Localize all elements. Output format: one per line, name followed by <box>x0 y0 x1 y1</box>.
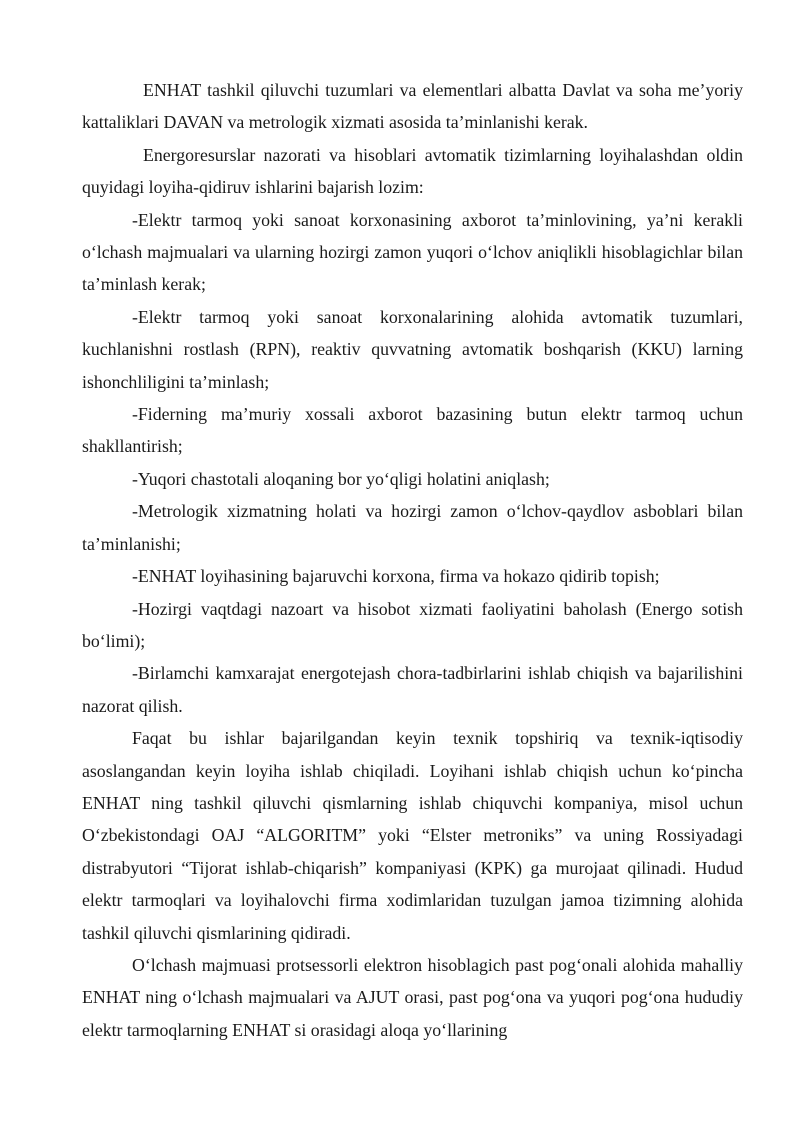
paragraph-6: -Yuqori chastotali aloqaning bor yo‘qligi holatini aniqlash; <box>132 468 550 489</box>
document-body <box>82 74 743 1046</box>
paragraph-7: -Metrologik xizmatning holati va hozirgi zamon o‘lchov-qaydlov asboblari bilan ta’minlanishi; <box>82 501 743 554</box>
paragraph-9: -Hozirgi vaqtdagi nazoart va hisobot xizmati faoliyatini baholash (Energo sotish bo‘limi); <box>82 598 743 651</box>
paragraph-12: O‘lchash majmuasi protsessorli elektron hisoblagich past pog‘onali alohida mahalliy ENHAT ning o‘lchash majmualari va AJUT orasi, past pog‘ona va yuqori pog‘ona hududiy elektr tarmoqlarning ENHAT si orasidagi aloqa yo‘llarining <box>82 954 743 1040</box>
paragraph-4: -Elektr tarmoq yoki sanoat korxonalarining alohida avtomatik tuzumlari, kuchlanishni rostlash (RPN), reaktiv quvvatning avtomatik boshqarish (KKU) larning ishonchliligini ta’minlash; <box>82 306 743 392</box>
paragraph-3: -Elektr tarmoq yoki sanoat korxonasining axborot ta’minlovining, ya’ni kerakli o‘lchash majmualari va ularning hozirgi zamon yuqori o‘lchov aniqlikli hisoblagichlar bilan ta’minlash kerak; <box>82 209 743 295</box>
paragraph-11: Faqat bu ishlar bajarilgandan keyin texnik topshiriq va texnik-iqtisodiy asoslangandan keyin loyiha ishlab chiqiladi. Loyihani ishlab chiqish uchun ko‘pincha ENHAT ning tashkil qiluvchi qismlarning ishlab chiquvchi kompaniya, misol uchun O‘zbekistondagi OAJ “ALGORITM” yoki “Elster metroniks” va uning Rossiyadagi distrabyutori “Tijorat ishlab-chiqarish” kompaniyasi (KPK) ga murojaat qilinadi. Hudud elektr tarmoqlari va loyihalovchi firma xodimlaridan tuzulgan jamoa tizimning alohida tashkil qiluvchi qismlarining qidiradi. <box>82 728 743 943</box>
paragraph-8: -ENHAT loyihasining bajaruvchi korxona, firma va hokazo qidirib topish; <box>132 566 660 587</box>
paragraph-5: -Fiderning ma’muriy xossali axborot bazasining butun elektr tarmoq uchun shakllantirish; <box>82 404 743 457</box>
paragraph-2: Energoresurslar nazorati va hisoblari avtomatik tizimlarning loyihalashdan oldin quyidagi loyiha-qidiruv ishlarini bajarish lozim: <box>82 144 743 198</box>
paragraph-1: ENHAT tashkil qiluvchi tuzumlari va elementlari albatta Davlat va soha me’yoriy kattaliklari DAVAN va metrologik xizmati asosida ta’minlanishi kerak. <box>82 80 743 133</box>
paragraph-10: -Birlamchi kamxarajat energotejash chora-tadbirlarini ishlab chiqish va bajarilishini nazorat qilish. <box>82 663 743 716</box>
